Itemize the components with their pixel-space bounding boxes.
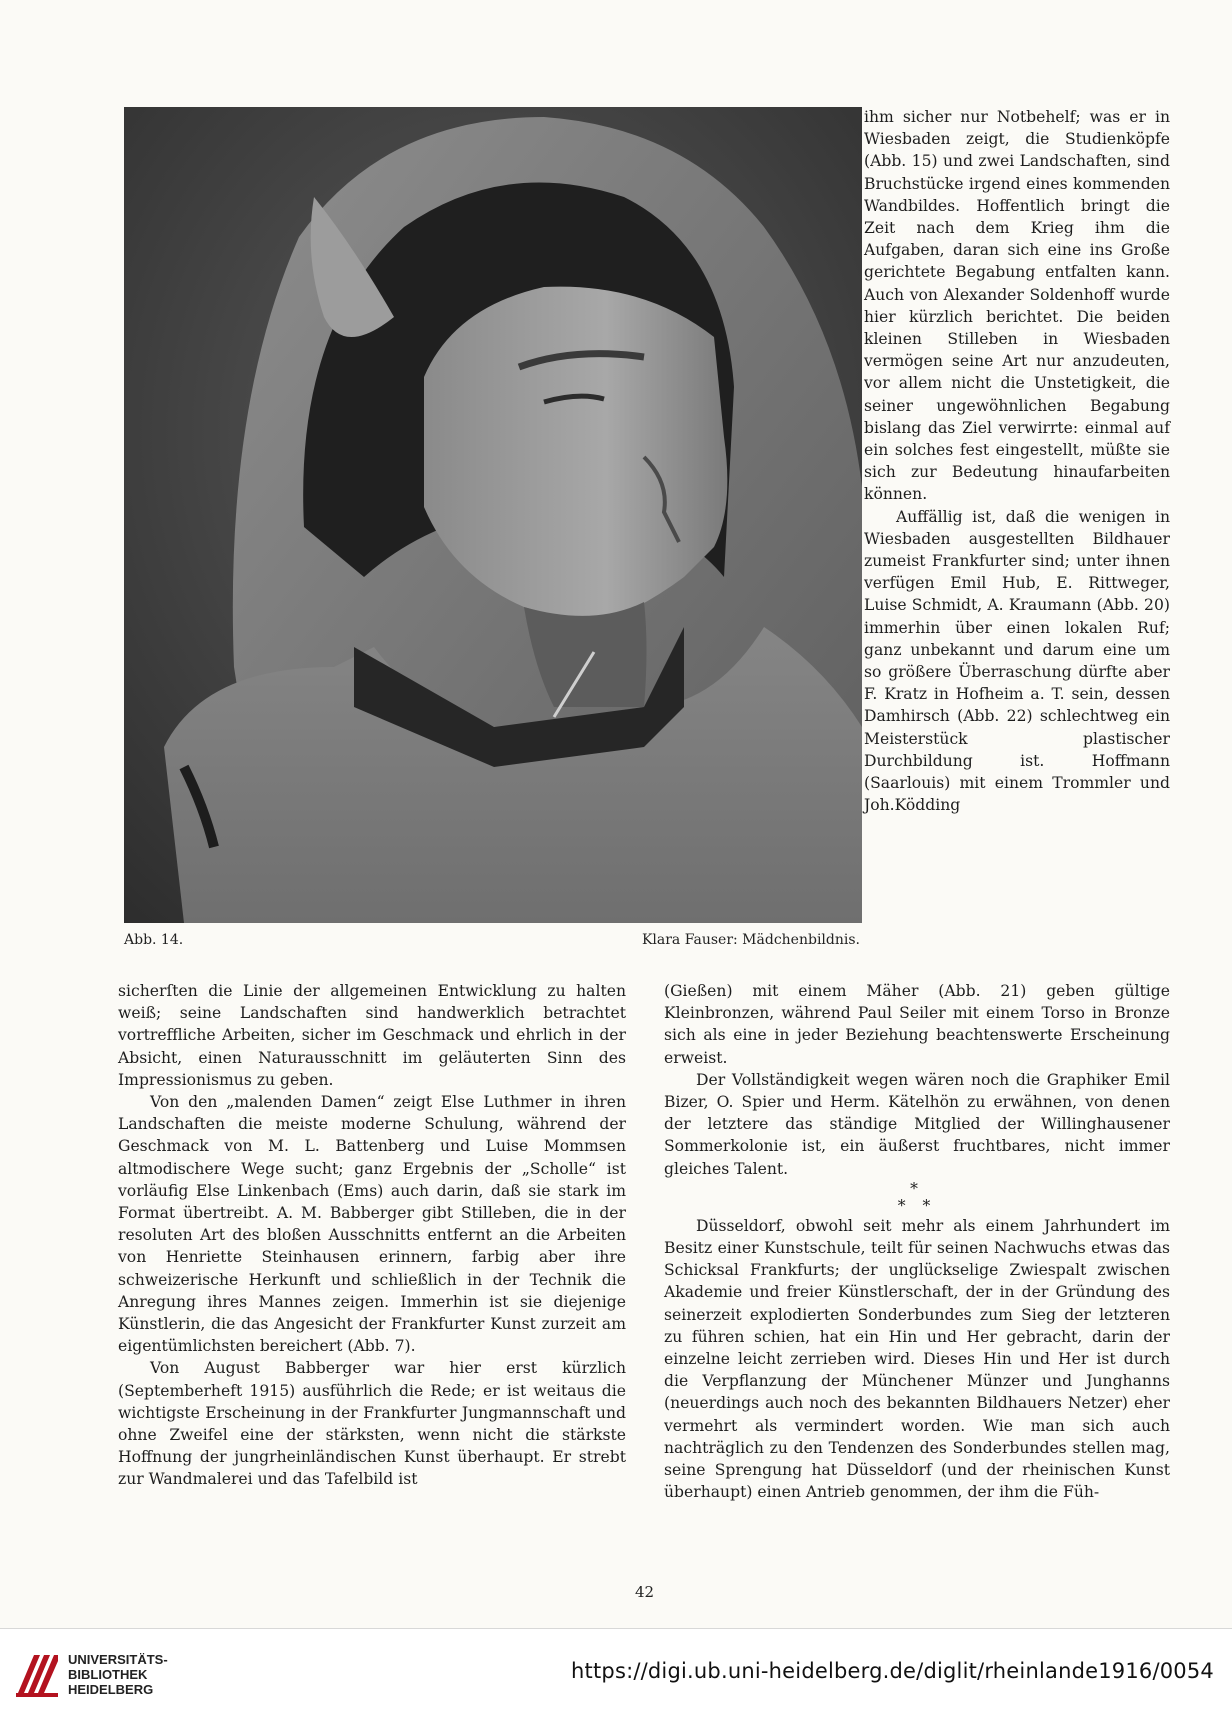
paragraph: Von August Babberger war hier erst kürzlich (Septemberheft 1915) ausführlich die Rede; er ist weitaus die wichtigste Erscheinung in der Frankfurter Jungmannschaft und ohne Zweifel eine der stärksten, wenn nicht die stärkste Hoffnung der jungrheinländischen Kunst überhaupt. Er strebt zur Wandmalerei und das Tafelbild ist [118,1359,626,1489]
column-left [118,980,626,1491]
section-divider-bottom: * * [897,1196,937,1215]
paragraph: (Gießen) mit einem Mäher (Abb. 21) geben gültige Kleinbronzen, während Paul Seiler mit einem Torso in Bronze sich als eine in jeder Beziehung beachtenswerte Erscheinung erweist. [664,982,1170,1067]
library-name-line: BIBLIOTHEK [68,1667,148,1682]
paragraph: Düsseldorf, obwohl seit mehr als einem Jahrhundert im Besitz einer Kunstschule, teilt für seinen Nachwuchs etwas das Schicksal Frankfurts; der unglückselige Zwiespalt zwischen Akademie und freier Künstlerschaft, der in der Gründung des seinerzeit explodierten Sonderbundes zum Sieg der letzteren zu führen schien, hat ein Hin und Her gebracht, darin der einzelne leicht zerrieben wird. Dieses Hin und Her ist durch die Verpflanzung der Münchener Münzer und Junghanns (neuerdings auch noch des bekannten Bildhauers Netzer) eher vermehrt als vermindert worden. Wie man sich auch nachträglich zu den Tendenzen des Sonderbundes stellen mag, seine Sprengung hat Düsseldorf (und der rheinischen Kunst überhaupt) einen Antrieb genommen, der ihm die Füh- [664,1216,1170,1502]
section-divider-top: * [910,1179,924,1198]
library-name-line: UNIVERSITÄTS- [68,1652,168,1667]
paragraph: Der Vollständigkeit wegen wären noch die Graphiker Emil Bizer, O. Spier und Herm. Kätelhön zu erwähnen, von denen der letztere das ständige Mitglied der Willinghausener Sommerkolonie ist, ein äußerst fruchtbares, nicht immer gleiches Talent. [664,1070,1170,1178]
figure-number: Abb. 14. [124,932,184,948]
paragraph: Auffällig ist, daß die wenigen in Wiesbaden ausgestellten Bildhauer zumeist Frankfurter sind; unter ihnen verfügen Emil Hub, E. Rittweger, Luise Schmidt, A. Kraumann (Abb. 20) immerhin über einen lokalen Ruf; ganz unbekannt und darum eine um so größere Überraschung dürfte aber F. Kratz in Hofheim a. T. sein, dessen Damhirsch (Abb. 22) schlechtweg ein Meisterstück plastischer Durchbildung ist. Hoffmann (Saarlouis) mit einem Trommler und Joh.Ködding [864,507,1170,815]
figure-caption: Klara Fauser: Mädchenbildnis. [641,932,860,948]
column-right-upper [864,106,1170,966]
university-library-logo-icon [14,1649,60,1699]
paragraph: Von den „malenden Damen“ zeigt Else Luthmer in ihren Landschaften die meiste moderne Schulung, während der Geschmack von M. L. Battenberg und Luise Mommsen altmodischere Wege sucht; ganz Ergebnis der „Scholle“ ist vorläufig Else Linkenbach (Ems) auch darin, daß sie stark im Format übertreibt. A. M. Babberger gibt Stilleben, die in der resoluten Art des bloßen Ausschnitts entfernt an die Arbeiten von Henriette Steinhausen erinnern, farbig aber ihre schweizerische Herkunft und schließlich in der Technik die Anregung ihres Mannes zeigen. Immerhin ist sie diejenige Künstlerin, die das Angesicht der Frankfurter Kunst zurzeit am eigentümlichsten bereichert (Abb. 7). [118,1093,626,1356]
permalink-url[interactable]: https://digi.ub.uni-heidelberg.de/diglit/rheinlande1916/0054 [571,1659,1214,1683]
library-name-line: HEIDELBERG [68,1682,154,1697]
page-number: 42 [635,1583,655,1601]
column-right-lower [664,980,1170,1503]
library-name [68,1652,168,1697]
paragraph: sicherſten die Linie der allgemeinen Entwicklung zu halten weiß; seine Landschaften sind handwerklich betrachtet vortreffliche Arbeiten, sicher im Geschmack und ehrlich in der Absicht, einen Naturausschnitt im geläuterten Sinn des Impressionismus zu geben. [118,982,626,1089]
painting-reproduction [124,107,862,923]
library-footer [0,1628,1232,1719]
paragraph: ihm sicher nur Notbehelf; was er in Wiesbaden zeigt, die Studienköpfe (Abb. 15) und zwei Landschaften, sind Bruchstücke irgend eines kommenden Wandbildes. Hoffentlich bringt die Zeit nach dem Krieg ihm die Aufgaben, daran sich eine ins Große gerichtete Begabung entfalten kann. Auch von Alexander Soldenhoff wurde hier kürzlich berichtet. Die beiden kleinen Stilleben in Wiesbaden vermögen seine Art nur anzudeuten, vor allem nicht die Unstetigkeit, die seiner ungewöhnlichen Begabung bislang das Ziel verwirrte: einmal auf ein solches fest eingestellt, müßte sie sich zur Bedeutung hinaufarbeiten können. [864,108,1170,504]
